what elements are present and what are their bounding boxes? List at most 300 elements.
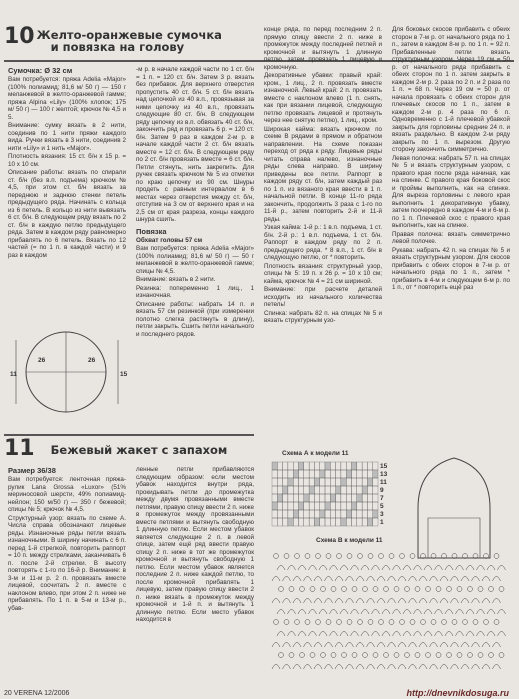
chart-b-stitch bbox=[472, 665, 480, 670]
chart-b-stitch bbox=[361, 566, 369, 571]
chart-b-stitch bbox=[321, 653, 326, 658]
chart-b-stitch bbox=[472, 599, 480, 604]
chart-b-stitch bbox=[314, 665, 322, 670]
chart-b-stitch bbox=[351, 610, 359, 615]
chart-b-stitch bbox=[284, 620, 289, 625]
chart-a-row-number: 5 bbox=[380, 503, 384, 510]
chart-b-stitch bbox=[363, 587, 368, 592]
chart-a-cell bbox=[304, 462, 309, 470]
chart-b-stitch bbox=[351, 632, 359, 637]
chart-b-stitch bbox=[435, 632, 443, 637]
chart-a-cell bbox=[288, 502, 293, 510]
chart-b-stitch bbox=[414, 632, 422, 637]
paragraph: конце ряда, по перед последним 2 п. прямую спицу ввести 2 п. ниже в промежуток между последней петлей и кромочной и вытянуть 1 длинную петлю, затем провязать 1 лицевую и кромочную. bbox=[264, 26, 382, 71]
chart-a-cell bbox=[293, 486, 298, 494]
chart-b-stitch bbox=[377, 577, 385, 582]
chart-b-stitch bbox=[316, 554, 321, 559]
chart-a-cell bbox=[373, 502, 378, 510]
section10-number: 10 bbox=[4, 24, 35, 49]
chart-b-stitch bbox=[342, 653, 347, 658]
chart-a-cell bbox=[362, 502, 367, 510]
chart-b-stitch bbox=[347, 620, 352, 625]
diagram-label: 26 bbox=[88, 357, 96, 364]
chart-a-row-number: 3 bbox=[380, 511, 384, 518]
section11-header bbox=[4, 438, 227, 460]
chart-b-stitch bbox=[493, 665, 501, 670]
chart-b-stitch bbox=[293, 577, 301, 582]
chart-b-stitch bbox=[431, 620, 436, 625]
chart-b-stitch bbox=[394, 587, 399, 592]
chart-a-cell bbox=[367, 502, 372, 510]
chart-b-stitch bbox=[379, 554, 384, 559]
paragraph: Плотность вязания: структурный узор, спицы № 5: 19 п. х 26 р. = 10 х 10 см; кайма, крючок № 4 = 21 см шириной. bbox=[264, 262, 382, 285]
chart-a-cell bbox=[304, 494, 309, 502]
chart-b-stitch bbox=[436, 587, 441, 592]
chart-a-cell bbox=[277, 462, 282, 470]
chart-a-cell bbox=[373, 486, 378, 494]
chart-b-stitch bbox=[430, 643, 438, 648]
chart-a-cell bbox=[320, 470, 325, 478]
chart-b-stitch bbox=[321, 587, 326, 592]
paragraph: Спинка: набрать 82 п. на спицах № 5 и вязать структурным узо- bbox=[264, 309, 382, 324]
chart-a-cell bbox=[352, 470, 357, 478]
chart-b-stitch bbox=[319, 610, 327, 615]
chart-a-cell bbox=[330, 486, 335, 494]
chart-a-row-number: 13 bbox=[380, 471, 388, 478]
chart-b-stitch bbox=[358, 554, 363, 559]
chart-a-cell bbox=[341, 502, 346, 510]
chart-b-stitch bbox=[330, 610, 338, 615]
chart-a-cell bbox=[330, 518, 335, 526]
chart-a-cell bbox=[341, 478, 346, 486]
chart-b-stitch bbox=[305, 620, 310, 625]
chart-a-cell bbox=[272, 518, 277, 526]
chart-b-stitch bbox=[342, 587, 347, 592]
chart-b-stitch bbox=[473, 620, 478, 625]
chart-b-stitch bbox=[484, 554, 489, 559]
chart-b-stitch bbox=[377, 599, 385, 604]
chart-a-cell bbox=[314, 486, 319, 494]
chart-a-cell bbox=[341, 518, 346, 526]
chart-a-cell bbox=[320, 502, 325, 510]
chart-b-stitch bbox=[477, 566, 485, 571]
chart-a-cell bbox=[293, 462, 298, 470]
chart-b-stitch bbox=[314, 643, 322, 648]
chart-b-stitch bbox=[283, 643, 291, 648]
chart-a-cell bbox=[277, 494, 282, 502]
chart-b-stitch bbox=[398, 643, 406, 648]
chart-b-stitch bbox=[314, 599, 322, 604]
chart-a-cell bbox=[357, 518, 362, 526]
chart-a-cell bbox=[330, 510, 335, 518]
section11-number: 11 bbox=[4, 436, 35, 461]
section11-title: Бежевый жакет с запахом bbox=[50, 443, 228, 457]
chart-b-stitch bbox=[410, 620, 415, 625]
chart-b-stitch bbox=[304, 665, 312, 670]
chart-b-stitch bbox=[466, 632, 474, 637]
chart-b-stitch bbox=[367, 577, 375, 582]
chart-b-stitch bbox=[325, 665, 333, 670]
chart-a-cell bbox=[357, 486, 362, 494]
chart-a-cell bbox=[367, 478, 372, 486]
chart-b-stitch bbox=[368, 620, 373, 625]
chart-b-stitch bbox=[400, 554, 405, 559]
chart-b-stitch bbox=[298, 566, 306, 571]
section10-column-3 bbox=[264, 26, 382, 446]
watermark: http://dnevnikdosuga.ru bbox=[406, 688, 509, 698]
chart-b-grid bbox=[272, 554, 506, 670]
chart-b-stitch bbox=[325, 599, 333, 604]
chart-a-title: Схема А к модели 11 bbox=[282, 450, 349, 457]
diagram-label: 26 bbox=[38, 357, 46, 364]
chart-b-stitch bbox=[346, 599, 354, 604]
paragraph: Вам потребуется: пряжа Adelia «Major» (100% полиамид; 81,6 м/ 50 г) — 150 г меланжевой в желто-оранжевой гамме; пряжа Alpina «Lily» (100% хлопок; 175 м/ 50 г) — 100 г желтой; крючок № 4,5 и 5. bbox=[8, 76, 126, 121]
chart-a-cell bbox=[304, 470, 309, 478]
paragraph: Внимание: сумку вязать в 2 нити, соединив по 1 нити пряжи каждого вида. Ручки вязать в 3 нити, соединив 2 нити «Lily» и 1 нить «Major». bbox=[8, 122, 126, 152]
chart-b-stitch bbox=[335, 643, 343, 648]
chart-a-cell bbox=[272, 510, 277, 518]
chart-b-stitch bbox=[484, 620, 489, 625]
chart-b-stitch bbox=[477, 632, 485, 637]
chart-a-cell bbox=[320, 478, 325, 486]
section10-column-2 bbox=[136, 66, 254, 421]
chart-a-cell bbox=[373, 494, 378, 502]
chart-b-stitch bbox=[388, 643, 396, 648]
chart-a-cell bbox=[314, 502, 319, 510]
chart-a-cell bbox=[367, 462, 372, 470]
chart-b-stitch bbox=[272, 665, 280, 670]
chart-b-stitch bbox=[493, 599, 501, 604]
chart-b-stitch bbox=[298, 610, 306, 615]
chart-a-cell bbox=[309, 486, 314, 494]
chart-a-cell bbox=[367, 494, 372, 502]
chart-b-stitch bbox=[373, 653, 378, 658]
chart-b-stitch bbox=[451, 665, 459, 670]
chart-b-stitch bbox=[409, 577, 417, 582]
headband-size: Обхват головы 57 см bbox=[136, 236, 203, 244]
section10-header bbox=[4, 26, 222, 53]
chart-b-stitch bbox=[398, 577, 406, 582]
chart-b-stitch bbox=[356, 665, 364, 670]
paragraph: Описание работы: вязать по спирали ст. б/н (без в.п. подъема) крючком № 4,5, при этом ст. б/н вязать за переднюю и заднюю стенки петель предыдущего ряда. Начинать с кольца из 6 петель. В кольцо из нити вывязать 6 ст. б/н. В следующем ряду вязать по 2 ст. б/н в каждую петлю предыдущего ряда. Затем в каждом ряду равномерно прибавлять по 6 петель. Вязать по 12 частей (= по 1 п. в каждой части) и 9 раз в каждом bbox=[8, 169, 126, 259]
chart-b-stitch bbox=[277, 610, 285, 615]
issue: 12/2006 bbox=[44, 690, 70, 697]
chart-b-stitch bbox=[325, 577, 333, 582]
chart-a-cell bbox=[288, 462, 293, 470]
chart-a-cell bbox=[320, 486, 325, 494]
chart-b bbox=[268, 548, 510, 678]
chart-a-cell bbox=[367, 486, 372, 494]
chart-b-stitch bbox=[309, 566, 317, 571]
chart-b-stitch bbox=[414, 566, 422, 571]
chart-a-cell bbox=[288, 486, 293, 494]
paragraph: ленные петли прибавляются следующим образом: если местом убавок находится внутри ряда, прокидывать петли до промежутка между двумя провязанными вместе петлями, правую спицу ввести 2 п. ниже в промежуток между провязанными вместе петлями и вытянуть свободную 1 длинную петлю. Если местом убавок является следующие 2 п. в левой спице, затем ещё ряд ввести правую спицу 2 п. ниже в тот же промежуток кромочной и вытянуть свободную 1 петлю. Если местом убавок является последние 2 п. ниже каждой петлю, то после кромочной прибавлять 1 лицевую, затем правую спицу ввести 2 п. ниже вязать в промежуток между кромочной и 1-й п. и вытянуть 1 длинную петлю. Если место убавок находится в bbox=[136, 466, 254, 623]
chart-b-stitch bbox=[398, 665, 406, 670]
chart-a-cell bbox=[373, 510, 378, 518]
paragraph: Узкая кайма: 1-й р.: 1 в.п. подъема, 1 ст. б/н. 2-й р.: 1 в.п. подъема, 1 ст. б/н. Раппорт в каждом ряду по 2 п. предыдущего ряда. * 8 в.п., 1 ст. б/н в следующую петлю, от * повторить. bbox=[264, 224, 382, 261]
chart-b-stitch bbox=[424, 566, 432, 571]
chart-a-cell bbox=[272, 478, 277, 486]
chart-a-cell bbox=[293, 478, 298, 486]
chart-b-stitch bbox=[304, 577, 312, 582]
chart-a-cell bbox=[362, 518, 367, 526]
chart-a-cell bbox=[320, 494, 325, 502]
chart-b-stitch bbox=[456, 632, 464, 637]
chart-a-row-number: 15 bbox=[380, 463, 388, 470]
chart-a-cell bbox=[299, 510, 304, 518]
chart-a-cell bbox=[357, 502, 362, 510]
chart-a-cell bbox=[352, 462, 357, 470]
chart-b-stitch bbox=[293, 665, 301, 670]
chart-b-stitch bbox=[288, 566, 296, 571]
chart-b-stitch bbox=[379, 620, 384, 625]
chart-b-stitch bbox=[326, 554, 331, 559]
paragraph: Для боковых скосов прибавить с обеих сторон в 7-м р. от начального ряда по 1 п., затем в каждом 8-м р. по 1 п. = 92 п. Прибавленные петли вязать структурным узором. Через 19 см = 50 р. от начального ряда прибавить с обеих сторон по 1 п. затем закрыть в каждом 2-м р. 2 раза по 2 п. и 2 раза по 1 п. = 68 п. Через 19 см = 50 р. от начала провязать с обеих сторон для плечевых скосов по 1 п., затем в каждом 2-м р. 4 раза по 6 п. Одновременно с 1-й плечевой убавкой закрыть для горловины средние 24 п. и вязать раздельно. В каждом 2-м ряду закрыть по 1 п. вырезом. Другую сторону закончить симметрично. bbox=[392, 26, 510, 153]
chart-b-stitch bbox=[361, 610, 369, 615]
chart-b-stitch bbox=[372, 610, 380, 615]
chart-b-stitch bbox=[346, 577, 354, 582]
chart-b-stitch bbox=[368, 554, 373, 559]
chart-b-stitch bbox=[347, 554, 352, 559]
chart-a-cell bbox=[272, 462, 277, 470]
chart-b-stitch bbox=[473, 554, 478, 559]
chart-b-stitch bbox=[272, 577, 280, 582]
chart-a-cell bbox=[304, 486, 309, 494]
chart-b-stitch bbox=[274, 620, 279, 625]
chart-a-cell bbox=[325, 510, 330, 518]
chart-b-stitch bbox=[487, 632, 495, 637]
chart-a-cell bbox=[341, 510, 346, 518]
paragraph: Плотность вязания: 15 ст. б/н х 15 р. = 10 х 10 см. bbox=[8, 153, 126, 168]
chart-a-cell bbox=[373, 518, 378, 526]
chart-b-stitch bbox=[436, 653, 441, 658]
chart-b-stitch bbox=[352, 587, 357, 592]
chart-b-stitch bbox=[493, 577, 501, 582]
chart-b-stitch bbox=[335, 577, 343, 582]
chart-b-stitch bbox=[319, 566, 327, 571]
chart-b-stitch bbox=[283, 577, 291, 582]
chart-a-row-number: 11 bbox=[380, 479, 387, 486]
chart-b-stitch bbox=[377, 665, 385, 670]
chart-a-cell bbox=[288, 518, 293, 526]
chart-a-cell bbox=[352, 518, 357, 526]
headband-heading: Повязка bbox=[136, 226, 167, 236]
chart-a-cell bbox=[330, 494, 335, 502]
chart-a-cell bbox=[293, 518, 298, 526]
chart-b-stitch bbox=[431, 554, 436, 559]
chart-a-cell bbox=[352, 502, 357, 510]
chart-a-cell bbox=[309, 462, 314, 470]
chart-a-cell bbox=[299, 470, 304, 478]
chart-b-stitch bbox=[482, 577, 490, 582]
chart-b-stitch bbox=[457, 587, 462, 592]
chart-b-stitch bbox=[403, 566, 411, 571]
paragraph: Левая полочка: набрать 57 п. на спицах № 5 и вязать структурным узором, с правого края после ряда начиная, как на спинке. С правого края боковой скос и проймы выполнить, как на спинке. Для выреза горловины с левого края выполнить 1 декоративную убавку, затем поочередно в каждом 4-м и 6-м р. по 1 п. Плечевой скос с правого края выполнить, как на спинке. bbox=[392, 154, 510, 229]
chart-b-stitch bbox=[435, 566, 443, 571]
chart-b-stitch bbox=[309, 632, 317, 637]
chart-a-cell bbox=[330, 470, 335, 478]
chart-a-cell bbox=[299, 502, 304, 510]
chart-b-stitch bbox=[463, 620, 468, 625]
chart-a-cell bbox=[299, 478, 304, 486]
chart-a-cell bbox=[362, 470, 367, 478]
chart-b-stitch bbox=[442, 554, 447, 559]
chart-a-cell bbox=[325, 462, 330, 470]
chart-a-cell bbox=[283, 510, 288, 518]
chart-a-cell bbox=[357, 478, 362, 486]
chart-b-stitch bbox=[335, 665, 343, 670]
chart-b-stitch bbox=[468, 587, 473, 592]
chart-a-cell bbox=[283, 470, 288, 478]
chart-a-cell bbox=[346, 518, 351, 526]
size-heading: Размер 36/38 bbox=[8, 466, 56, 475]
chart-b-stitch bbox=[451, 599, 459, 604]
chart-b-stitch bbox=[277, 632, 285, 637]
chart-a-cell bbox=[325, 486, 330, 494]
chart-b-stitch bbox=[461, 599, 469, 604]
chart-a-cell bbox=[309, 502, 314, 510]
chart-b-stitch bbox=[415, 653, 420, 658]
chart-b-stitch bbox=[409, 665, 417, 670]
chart-b-stitch bbox=[356, 577, 364, 582]
chart-a-cell bbox=[325, 470, 330, 478]
chart-b-stitch bbox=[430, 665, 438, 670]
chart-a-cell bbox=[336, 494, 341, 502]
chart-a-cell bbox=[304, 478, 309, 486]
chart-b-stitch bbox=[478, 653, 483, 658]
chart-b-stitch bbox=[330, 632, 338, 637]
chart-b-stitch bbox=[445, 610, 453, 615]
chart-b-stitch bbox=[400, 620, 405, 625]
chart-a-cell bbox=[277, 470, 282, 478]
chart-a-cell bbox=[373, 462, 378, 470]
chart-a-cell bbox=[362, 462, 367, 470]
chart-b-stitch bbox=[367, 599, 375, 604]
chart-a-cell bbox=[320, 510, 325, 518]
chart-b-stitch bbox=[272, 599, 280, 604]
chart-a-cell bbox=[283, 494, 288, 502]
chart-b-stitch bbox=[274, 554, 279, 559]
chart-b-stitch bbox=[447, 653, 452, 658]
chart-b-stitch bbox=[337, 620, 342, 625]
chart-b-stitch bbox=[440, 577, 448, 582]
chart-b-stitch bbox=[331, 587, 336, 592]
bag-diagram bbox=[8, 320, 128, 420]
chart-b-stitch bbox=[415, 587, 420, 592]
chart-b-stitch bbox=[388, 599, 396, 604]
chart-a-cell bbox=[299, 462, 304, 470]
chart-a-cell bbox=[336, 470, 341, 478]
chart-b-stitch bbox=[393, 566, 401, 571]
chart-b-stitch bbox=[419, 599, 427, 604]
chart-a bbox=[268, 460, 388, 530]
section11-column-2 bbox=[136, 466, 254, 681]
chart-a-cell bbox=[277, 510, 282, 518]
chart-b-stitch bbox=[389, 554, 394, 559]
chart-a-cell bbox=[357, 510, 362, 518]
chart-a-cell bbox=[346, 502, 351, 510]
chart-a-cell bbox=[277, 486, 282, 494]
chart-b-stitch bbox=[424, 610, 432, 615]
paragraph: Правая полочка: вязать симметрично левой полочке. bbox=[392, 230, 510, 245]
chart-a-cell bbox=[341, 494, 346, 502]
chart-b-stitch bbox=[477, 610, 485, 615]
chart-a-cell bbox=[288, 510, 293, 518]
section11-column-1 bbox=[8, 466, 126, 681]
chart-b-stitch bbox=[325, 643, 333, 648]
chart-a-cell bbox=[304, 502, 309, 510]
chart-b-stitch bbox=[405, 587, 410, 592]
chart-b-stitch bbox=[466, 566, 474, 571]
chart-b-stitch bbox=[487, 566, 495, 571]
chart-b-stitch bbox=[356, 599, 364, 604]
chart-b-stitch bbox=[283, 665, 291, 670]
chart-b-stitch bbox=[351, 566, 359, 571]
chart-b-stitch bbox=[331, 653, 336, 658]
chart-a-row-number: 7 bbox=[380, 495, 384, 502]
section11-rule bbox=[4, 434, 254, 436]
chart-a-cell bbox=[367, 470, 372, 478]
chart-b-stitch bbox=[398, 599, 406, 604]
chart-b-stitch bbox=[489, 587, 494, 592]
chart-b-stitch bbox=[403, 610, 411, 615]
chart-b-stitch bbox=[426, 653, 431, 658]
chart-b-stitch bbox=[419, 577, 427, 582]
chart-a-cell bbox=[314, 518, 319, 526]
chart-b-stitch bbox=[388, 665, 396, 670]
chart-b-stitch bbox=[498, 610, 506, 615]
chart-b-stitch bbox=[452, 620, 457, 625]
paragraph: Резинка: попеременно 1 лиц., 1 изнаночная. bbox=[136, 284, 254, 299]
chart-b-stitch bbox=[499, 653, 504, 658]
chart-b-stitch bbox=[461, 665, 469, 670]
chart-b-stitch bbox=[424, 632, 432, 637]
chart-b-stitch bbox=[277, 566, 285, 571]
chart-b-stitch bbox=[272, 643, 280, 648]
chart-a-cell bbox=[352, 494, 357, 502]
chart-b-stitch bbox=[340, 632, 348, 637]
chart-a-cell bbox=[346, 462, 351, 470]
chart-b-stitch bbox=[373, 587, 378, 592]
chart-a-cell bbox=[283, 486, 288, 494]
chart-b-stitch bbox=[461, 577, 469, 582]
diagram-label: 11 bbox=[10, 371, 17, 378]
bag-subheading: Сумочка: Ø 32 см bbox=[8, 66, 73, 75]
chart-a-cell bbox=[325, 518, 330, 526]
chart-a-cell bbox=[336, 518, 341, 526]
chart-b-stitch bbox=[487, 610, 495, 615]
chart-b-stitch bbox=[293, 643, 301, 648]
chart-b-stitch bbox=[384, 653, 389, 658]
chart-b-stitch bbox=[403, 632, 411, 637]
chart-a-cell bbox=[367, 518, 372, 526]
chart-b-stitch bbox=[482, 599, 490, 604]
chart-b-stitch bbox=[300, 653, 305, 658]
chart-b-stitch bbox=[298, 632, 306, 637]
chart-b-stitch bbox=[289, 587, 294, 592]
chart-a-cell bbox=[314, 510, 319, 518]
chart-b-stitch bbox=[457, 653, 462, 658]
diagram-label: 15 bbox=[120, 371, 128, 378]
chart-a-grid bbox=[272, 462, 388, 526]
chart-b-stitch bbox=[463, 554, 468, 559]
chart-a-cell bbox=[272, 486, 277, 494]
chart-b-stitch bbox=[335, 599, 343, 604]
chart-b-stitch bbox=[330, 566, 338, 571]
chart-a-cell bbox=[277, 518, 282, 526]
section10-title-line1: Желто-оранжевые сумочка bbox=[36, 28, 222, 42]
chart-b-stitch bbox=[430, 577, 438, 582]
